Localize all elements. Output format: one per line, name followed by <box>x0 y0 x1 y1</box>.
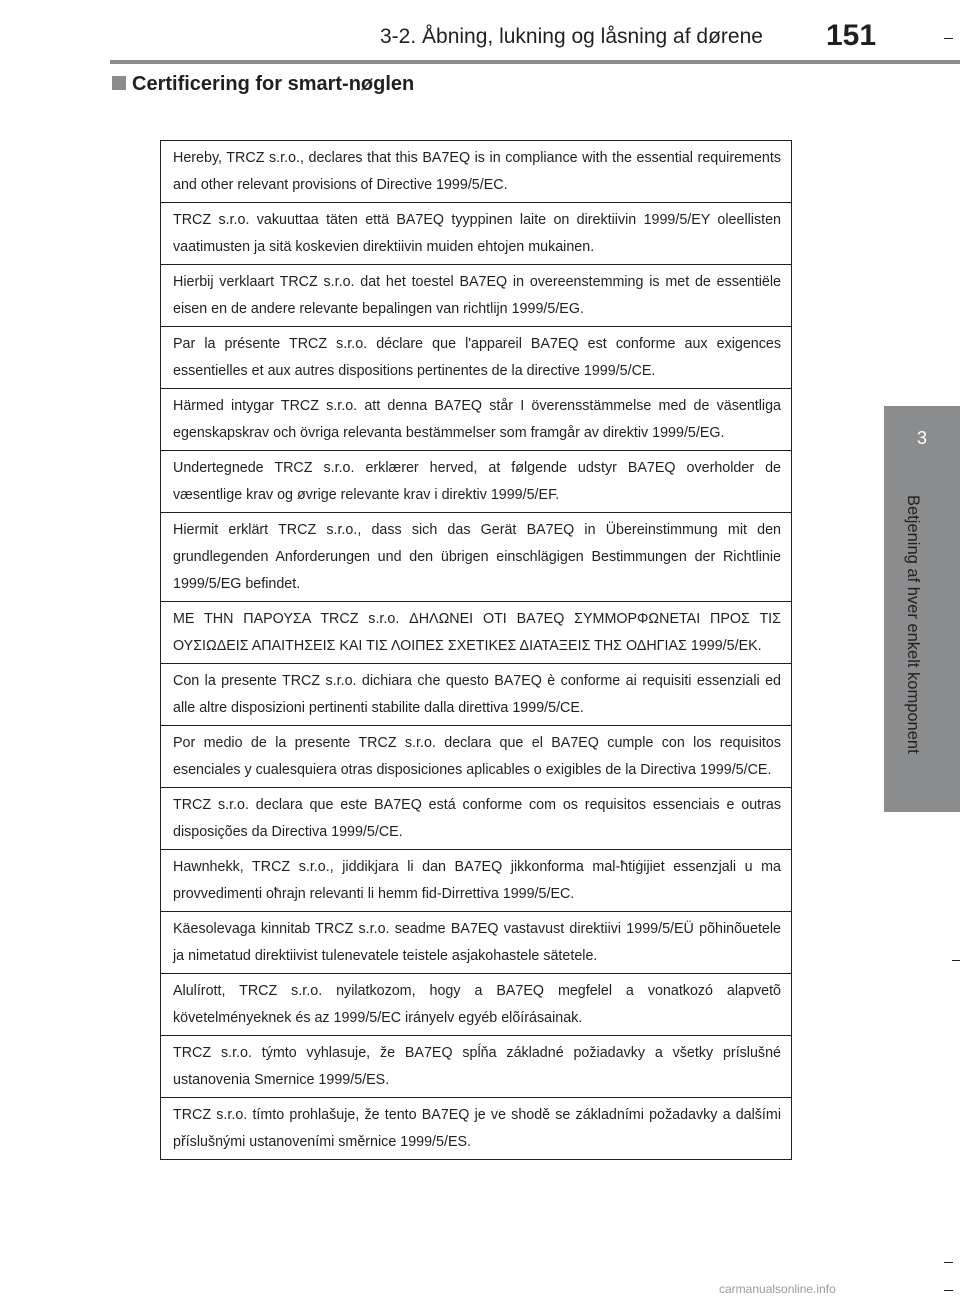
declaration-czech: TRCZ s.r.o. tímto prohlašuje, že tento BA7EQ je ve shodě se základními požadavky a dalšími příslušnými ustanoveními směrnice 1999/5/ES. <box>161 1097 791 1159</box>
chapter-tab-label: Betjening af hver enkelt komponent <box>904 495 922 754</box>
crop-mark-top <box>944 38 953 39</box>
declaration-greek: ΜΕ ΤΗΝ ΠΑΡΟΥΣΑ TRCZ s.r.o. ΔΗΛΩΝΕΙ ΟΤΙ BA7EQ ΣΥΜΜΟΡΦΩΝΕΤΑΙ ΠΡΟΣ ΤΙΣ ΟΥΣΙΩΔΕΙΣ ΑΠΑΙΤΗΣΕΙΣ ΚΑΙ ΤΙΣ ΛΟΙΠΕΣ ΣΧΕΤΙΚΕΣ ΔΙΑΤΑΞΕΙΣ ΤΗΣ ΟΔΗΓΙΑΣ 1999/5/ΕΚ. <box>161 601 791 663</box>
declaration-spanish: Por medio de la presente TRCZ s.r.o. declara que el BA7EQ cumple con los requisitos esenciales y cualesquiera otras disposiciones aplicables o exigibles de la Directiva 1999/5/CE. <box>161 725 791 787</box>
declarations-table <box>160 140 792 1160</box>
declaration-french: Par la présente TRCZ s.r.o. déclare que l'appareil BA7EQ est conforme aux exigences essentielles et aux autres dispositions pertinentes de la directive 1999/5/CE. <box>161 326 791 388</box>
section-heading-text: Certificering for smart-nøglen <box>132 73 415 95</box>
watermark: carmanualsonline.info <box>719 1282 836 1296</box>
page-number: 151 <box>826 19 877 52</box>
declaration-danish: Undertegnede TRCZ s.r.o. erklærer herved, at følgende udstyr BA7EQ overholder de væsentlige krav og øvrige relevante krav i direktiv 1999/5/EF. <box>161 450 791 512</box>
declaration-english: Hereby, TRCZ s.r.o., declares that this BA7EQ is in compliance with the essential requirements and other relevant provisions of Directive 1999/5/EC. <box>173 150 781 193</box>
declaration-dutch: Hierbij verklaart TRCZ s.r.o. dat het toestel BA7EQ in overeenstemming is met de essentiële eisen en de andere relevante bepalingen van richtlijn 1999/5/EG. <box>161 264 791 326</box>
crop-mark-bottom-1 <box>944 1262 953 1263</box>
heading-square-icon <box>112 76 126 90</box>
declaration-portuguese: TRCZ s.r.o. declara que este BA7EQ está conforme com os requisitos essenciais e outras disposições da Directiva 1999/5/CE. <box>161 787 791 849</box>
header-rule <box>110 60 960 64</box>
declaration-italian: Con la presente TRCZ s.r.o. dichiara che questo BA7EQ è conforme ai requisiti essenziali ed alle altre disposizioni pertinenti stabilite dalla direttiva 1999/5/CE. <box>161 663 791 725</box>
crop-mark-mid-2 <box>952 960 960 961</box>
crop-mark-bottom-2 <box>944 1290 953 1291</box>
section-heading <box>112 73 414 96</box>
declaration-hungarian: Alulírott, TRCZ s.r.o. nyilatkozom, hogy a BA7EQ megfelel a vonatkozó alapvetõ követelményeknek és az 1999/5/EC irányelv egyéb elõírásainak. <box>161 973 791 1035</box>
declaration-finnish: TRCZ s.r.o. vakuuttaa täten että BA7EQ tyyppinen laite on direktiivin 1999/5/EY oleellisten vaatimusten ja sitä koskevien direktiivin muiden ehtojen mukainen. <box>161 202 791 264</box>
declaration-swedish: Härmed intygar TRCZ s.r.o. att denna BA7EQ står I överensstämmelse med de väsentliga egenskapskrav och övriga relevanta bestämmelser som framgår av direktiv 1999/5/EG. <box>161 388 791 450</box>
declaration-maltese: Hawnhekk, TRCZ s.r.o., jiddikjara li dan BA7EQ jikkonforma mal-ħtiġijiet essenzjali u ma provvedimenti oħrajn relevanti li hemm fid-Dirrettiva 1999/5/EC. <box>161 849 791 911</box>
declaration-german: Hiermit erklärt TRCZ s.r.o., dass sich das Gerät BA7EQ in Übereinstimmung mit den grundlegenden Anforderungen und den übrigen einschlägigen Bestimmungen der Richtlinie 1999/5/EG befindet. <box>161 512 791 601</box>
declaration-slovak: TRCZ s.r.o. týmto vyhlasuje, že BA7EQ spĺňa základné požiadavky a všetky príslušné ustanovenia Smernice 1999/5/ES. <box>161 1035 791 1097</box>
declaration-estonian: Käesolevaga kinnitab TRCZ s.r.o. seadme BA7EQ vastavust direktiivi 1999/5/EÜ põhinõuetele ja nimetatud direktiivist tulenevatele teistele asjakohastele sätetele. <box>161 911 791 973</box>
chapter-tab-number: 3 <box>916 428 927 448</box>
running-header-title: 3-2. Åbning, lukning og låsning af dørene <box>380 25 763 48</box>
